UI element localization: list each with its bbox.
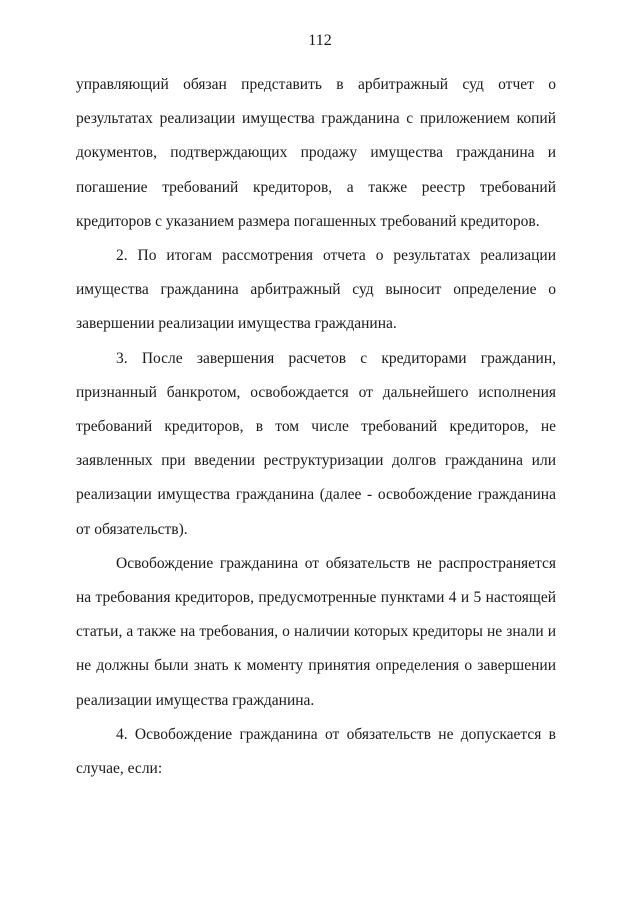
paragraph-item-2: 2. По итогам рассмотрения отчета о результатах реализации имущества гражданина арбитражный суд выносит определение о завершении реализации имущества гражданина. bbox=[76, 247, 556, 333]
page-number: 112 bbox=[308, 32, 332, 49]
paragraph-item-4: 4. Освобождение гражданина от обязательств не допускается в случае, если: bbox=[76, 725, 556, 778]
paragraph-item-3: 3. После завершения расчетов с кредиторами гражданин, признанный банкротом, освобождается от дальнейшего исполнения требований кредиторов, в том числе требований кредиторов, не заявленных при введении реструктуризации долгов гражданина или реализации имущества гражданина (далее - освобождение гражданина от обязательств). bbox=[76, 349, 556, 538]
document-body bbox=[76, 68, 556, 786]
paragraph-exemption-limits: Освобождение гражданина от обязательств не распространяется на требования кредиторов, предусмотренные пунктами 4 и 5 настоящей статьи, а также на требования, о наличии которых кредиторы не знали и не должны были знать к моменту принятия определения о завершении реализации имущества гражданина. bbox=[76, 554, 556, 709]
paragraph-continuation: управляющий обязан представить в арбитражный суд отчет о результатах реализации имущества гражданина с приложением копий документов, подтверждающих продажу имущества гражданина и погашение требований кредиторов, а также реестр требований кредиторов с указанием размера погашенных требований кредиторов. bbox=[76, 76, 556, 230]
